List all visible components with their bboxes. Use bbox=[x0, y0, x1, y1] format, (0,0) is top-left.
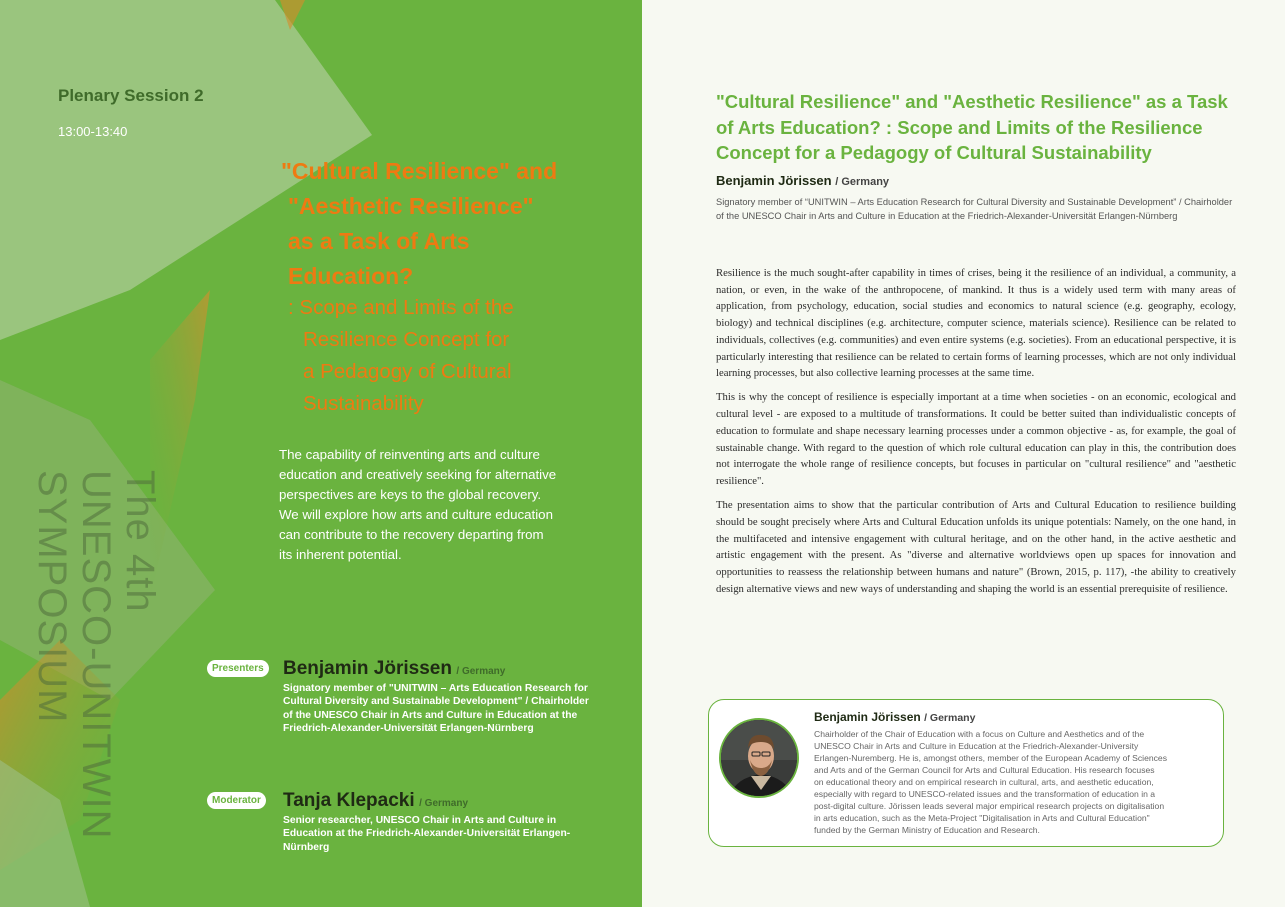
vertical-line: UNESCO-UNITWIN bbox=[74, 470, 118, 840]
subtitle-line: Resilience Concept for bbox=[303, 328, 510, 351]
speaker-bio-card bbox=[708, 699, 1224, 847]
bio-line: post-digital culture. Jörissen leads several major empirical research projects on digitalisation bbox=[814, 801, 1165, 812]
presenter-info bbox=[283, 658, 593, 736]
intro-line: can contribute to the recovery departing from bbox=[279, 527, 544, 542]
affiliation-line: Education at the Friedrich-Alexander-Universität Erlangen- bbox=[283, 828, 571, 840]
abstract-title bbox=[716, 89, 1246, 166]
intro-line: education and creatively seeking for alternative bbox=[279, 467, 557, 482]
presenter-country: / Germany bbox=[456, 666, 506, 677]
bio-line: Erlangen-Nuremberg. He is, amongst others, member of the European Academy of Sciences bbox=[814, 753, 1167, 764]
speaker-photo bbox=[719, 718, 799, 798]
presenter-name: Benjamin Jörissen bbox=[283, 658, 452, 679]
presenter-affiliation bbox=[283, 682, 593, 736]
title-line: "Cultural Resilience" and bbox=[281, 158, 558, 184]
subtitle-line: : Scope and Limits of the bbox=[288, 296, 514, 319]
abstract-title-line: Concept for a Pedagogy of Cultural Sustainability bbox=[716, 142, 1152, 163]
bio-country: / Germany bbox=[924, 712, 976, 724]
bio-heading bbox=[814, 710, 975, 724]
intro-text bbox=[279, 445, 579, 565]
speaker-heading bbox=[716, 173, 889, 188]
abstract-paragraph: This is why the concept of resilience is especially important at a time when societies - on an economic, ecological and cultural level - are exposed to a multitude of transformations. It could be better suited than individualistic concepts of education to formulate and shape necessary learning processes under a common objective - as, for example, the goal of sustainable change. With regard to the question of which role cultural education can play in this, the contribution does not interrogate the whole range of resilience concepts, but focuses in particular on "cultural resilience" and "aesthetic resilience". bbox=[716, 391, 1236, 487]
moderator-info bbox=[283, 790, 593, 854]
bio-text bbox=[814, 728, 1214, 836]
right-panel bbox=[642, 0, 1285, 907]
moderator-country: / Germany bbox=[419, 798, 469, 809]
subtitle-line: a Pedagogy of Cultural bbox=[303, 360, 512, 383]
affiliation-line: Signatory member of "UNITWIN – Arts Education Research for bbox=[283, 683, 588, 694]
talk-title-sub bbox=[288, 292, 578, 420]
moderator-name: Tanja Klepacki bbox=[283, 790, 415, 811]
title-line: Education? bbox=[288, 263, 414, 289]
bio-line: Chairholder of the Chair of Education with a focus on Culture and Aesthetics and of the bbox=[814, 729, 1145, 739]
abstract-title-line: "Cultural Resilience" and "Aesthetic Resilience" as a Task bbox=[716, 91, 1228, 112]
abstract-body bbox=[716, 265, 1236, 605]
affiliation-line: Friedrich-Alexander-Universität Erlangen-Nürnberg bbox=[283, 723, 534, 735]
affiliation-line: Senior researcher, UNESCO Chair in Arts and Culture in bbox=[283, 815, 557, 826]
left-panel bbox=[0, 0, 642, 907]
symposium-vertical-title bbox=[30, 470, 160, 860]
vertical-line: SYMPOSIUM bbox=[30, 470, 74, 724]
abstract-paragraph: The presentation aims to show that the particular contribution of Arts and Cultural Education to resilience building should be sought precisely where Arts and Cultural Education unfolds its unique potentials: Namely, on the one hand, in the multifaceted and intensive engagement with cultural heritage, and on the other hand, in the active aesthetic and artistic engagement with the present. As "diverse and alternative worldviews open up spaces for innovation and opportunities to reassess the relationship between humans and nature" (Brown, 2015, p. 117), -the ability to creatively design alternative views and new ways of understanding and shaping the world is an essential prerequisite of resilience. bbox=[716, 499, 1236, 595]
presenters-badge: Presenters bbox=[207, 660, 269, 677]
abstract-paragraph: Resilience is the much sought-after capability in times of crises, being it the resilience of an individual, a community, a nation, or even, in the wake of the anthropocene, of mankind. It thus is a widely used term with many areas of application, from psychology, education, social studies and economics to natural science (e.g. geography, ecology, biology) and technical disciplines (e.g. architecture, computer science, materials science). Resilience can be related to individuals, collectives (e.g. communities) and even entire systems (e.g. societies). From an educational perspective, it is particularly interesting that resilience can be related to certain forms of learning processes, which are not only individual learning processes, but also collective learning processes at the same time. bbox=[716, 267, 1236, 380]
affiliation-line: Nürnberg bbox=[283, 841, 330, 853]
intro-line: We will explore how arts and culture education bbox=[279, 507, 553, 522]
bio-line: UNESCO Chair in Arts and Culture in Education at the Friedrich-Alexander-University bbox=[814, 741, 1139, 752]
bio-line: funded by the German Ministry of Education and Research. bbox=[814, 825, 1040, 836]
talk-title-main bbox=[281, 154, 581, 294]
affiliation-line: of the UNESCO Chair in Arts and Culture in Education at the bbox=[283, 709, 578, 721]
intro-line: The capability of reinventing arts and culture bbox=[279, 447, 540, 462]
intro-line: its inherent potential. bbox=[279, 547, 402, 562]
title-line: "Aesthetic Resilience" bbox=[288, 193, 534, 219]
abstract-title-line: of Arts Education? : Scope and Limits of the Resilience bbox=[716, 116, 1203, 138]
speaker-affiliation: Signatory member of “UNITWIN – Arts Education Research for Cultural Diversity and Sustainable Development” / Chairholder of the UNESCO Chair in Arts and Culture in Education at the Friedrich-Alexander-Universität Erlangen-Nürnberg bbox=[716, 197, 1233, 222]
intro-line: perspectives are keys to the global recovery. bbox=[279, 487, 542, 502]
vertical-line: The 4th bbox=[118, 470, 162, 613]
bio-line: especially with regard to UNESCO-related issues and the transformation of education in a bbox=[814, 789, 1156, 800]
bio-line: on educational theory and on empirical research in cultural, arts, and aesthetic education, bbox=[814, 777, 1154, 788]
title-line: as a Task of Arts bbox=[288, 228, 470, 254]
speaker-name: Benjamin Jörissen bbox=[716, 173, 832, 188]
portrait-illustration bbox=[721, 720, 799, 798]
subtitle-line: Sustainability bbox=[303, 392, 424, 415]
session-time: 13:00-13:40 bbox=[58, 124, 128, 139]
bio-line: and Arts and of the German Council for Arts and Cultural Education. His research focuses bbox=[814, 765, 1155, 776]
bio-line: in arts education, such as the Meta-Project "Digitalisation in Arts and Cultural Education" bbox=[814, 813, 1150, 824]
moderator-affiliation bbox=[283, 814, 593, 854]
moderator-badge: Moderator bbox=[207, 792, 266, 809]
bio-name: Benjamin Jörissen bbox=[814, 710, 921, 724]
session-label: Plenary Session 2 bbox=[58, 86, 204, 105]
speaker-country: / Germany bbox=[835, 176, 890, 188]
affiliation-line: Cultural Diversity and Sustainable Development" / Chairholder bbox=[283, 696, 589, 708]
